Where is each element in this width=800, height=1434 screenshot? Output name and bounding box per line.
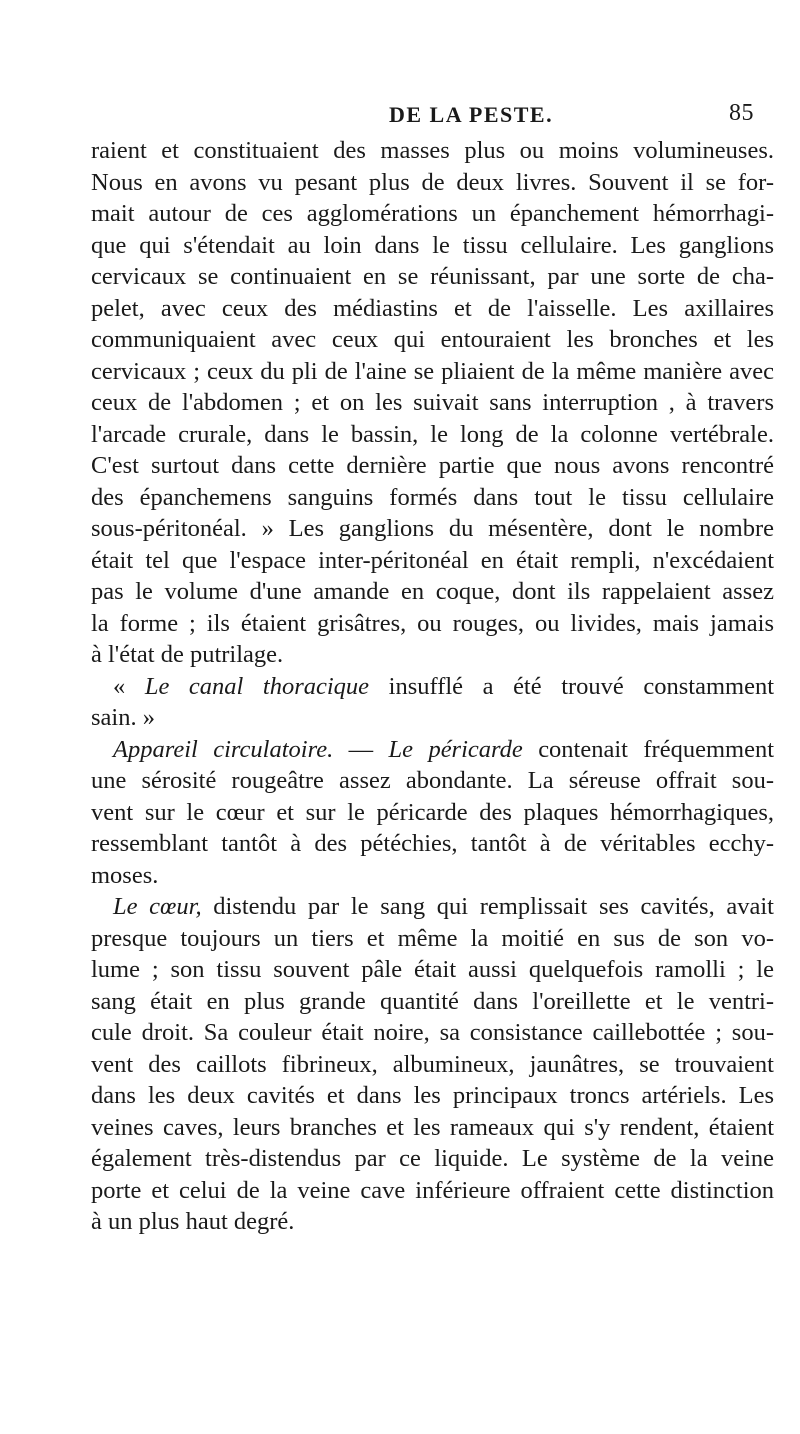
- text-line: cervicaux se continuaient en se réunissant, par une sorte de cha-: [91, 263, 774, 290]
- text-line: [91, 671, 774, 703]
- text-line: sang était en plus grande quantité dans l'oreillette et le ventri-: [91, 987, 774, 1015]
- text-line: porte et celui de la veine cave inférieure offraient cette distinction: [91, 1176, 774, 1204]
- text-segment: —: [333, 735, 389, 763]
- text-line: pelet, avec ceux des médiastins et de l'aisselle. Les axillaires: [91, 294, 774, 322]
- running-head: [0, 102, 800, 132]
- text-line: C'est surtout dans cette dernière partie que nous avons rencontré: [91, 452, 774, 479]
- text-segment: contenait fréquemment: [522, 735, 774, 763]
- text-line: l'arcade crurale, dans le bassin, le long de la colonne vertébrale.: [91, 420, 774, 448]
- text-line: des épanchemens sanguins formés dans tout le tissu cellulaire: [91, 483, 774, 511]
- text-line: raient et constituaient des masses plus ou moins volumineuses.: [91, 137, 774, 164]
- text-line: à l'état de putrilage.: [91, 641, 284, 668]
- section-heading-italic: Appareil circulatoire.: [113, 735, 334, 763]
- text-line: vent des caillots fibrineux, albumineux, jaunâtres, se trouvaient: [91, 1050, 774, 1078]
- text-line: pas le volume d'une amande en coque, dont ils rappelaient assez: [91, 578, 774, 605]
- text-line: cule droit. Sa couleur était noire, sa consistance caillebottée ; sou-: [91, 1019, 774, 1046]
- running-title: DE LA PESTE.: [389, 102, 554, 127]
- text-line: dans les deux cavités et dans les principaux troncs artériels. Les: [91, 1082, 774, 1109]
- text-line: était tel que l'espace inter-péritonéal en était rempli, n'excédaient: [91, 546, 774, 574]
- text-line: ressemblant tantôt à des pétéchies, tantôt à de véritables ecchy-: [91, 830, 774, 857]
- italic-term: Le cœur,: [113, 893, 202, 920]
- italic-term: Le péricarde: [388, 735, 523, 763]
- text-line: cervicaux ; ceux du pli de l'aine se pliaient de la même manière avec: [91, 357, 774, 385]
- text-line: Nous en avons vu pesant plus de deux livres. Souvent il se for-: [91, 168, 774, 196]
- text-line: la forme ; ils étaient grisâtres, ou rouges, ou livides, mais jamais: [91, 609, 774, 637]
- text-line: une sérosité rougeâtre assez abondante. La séreuse offrait sou-: [91, 767, 774, 794]
- text-line: moses.: [91, 861, 159, 889]
- text-line: sain. »: [91, 704, 155, 731]
- text-segment: distendu par le sang qui remplissait ses cavités, avait: [201, 893, 774, 920]
- text-line: mait autour de ces agglomérations un épanchement hémorrhagi-: [91, 200, 774, 227]
- italic-term: Le canal thoracique: [144, 672, 370, 700]
- text-line: veines caves, leurs branches et les rameaux qui s'y rendent, étaient: [91, 1113, 774, 1141]
- text-line: également très-distendus par ce liquide. Le système de la veine: [91, 1145, 774, 1172]
- text-line: [91, 734, 774, 766]
- text-line: lume ; son tissu souvent pâle était aussi quelquefois ramolli ; le: [91, 956, 774, 983]
- page-number: 85: [729, 100, 754, 126]
- text-line: [91, 891, 774, 923]
- text-line: que qui s'étendait au loin dans le tissu cellulaire. Les ganglions: [91, 231, 774, 259]
- text-segment: insufflé a été trouvé constamment: [369, 672, 774, 700]
- text-line: presque toujours un tiers et même la moitié en sus de son vo-: [91, 924, 774, 952]
- text-line: sous-péritonéal. » Les ganglions du mésentère, dont le nombre: [91, 515, 774, 542]
- text-line: ceux de l'abdomen ; et on les suivait sans interruption , à travers: [91, 389, 774, 416]
- text-line: communiquaient avec ceux qui entouraient les bronches et les: [91, 326, 774, 353]
- body-text: [91, 135, 774, 1238]
- text-line: vent sur le cœur et sur le péricarde des plaques hémorrhagiques,: [91, 798, 774, 826]
- text-line: à un plus haut degré.: [91, 1208, 295, 1235]
- quote-open: «: [113, 672, 145, 700]
